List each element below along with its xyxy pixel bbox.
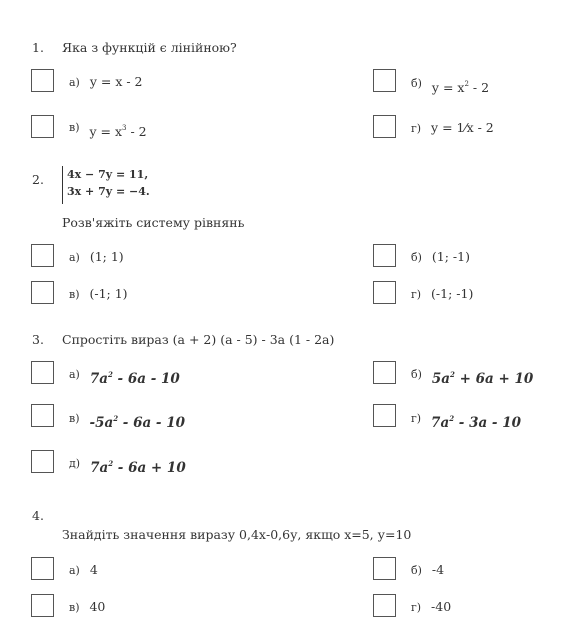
q2-option-a [69, 249, 124, 264]
q1-option-a-mark: а) [69, 76, 80, 89]
q1-option-c-exp: 3 [122, 124, 127, 132]
q4-option-c [69, 599, 105, 614]
q3-option-d-tail: - 3a - 10 [454, 415, 521, 431]
q3-option-e-exp: 2 [108, 459, 114, 468]
q1-option-b-mark: б) [411, 77, 422, 90]
q3-option-b-exp: 2 [450, 370, 455, 379]
q1-option-c [69, 121, 147, 139]
q3-option-c-base: -5a [89, 415, 114, 431]
q1-option-d-checkbox[interactable] [373, 115, 396, 138]
q1-option-c-checkbox[interactable] [31, 115, 54, 138]
question-4-number: 4. [32, 508, 44, 523]
question-1-text: Яка з функцій є лінійною? [62, 40, 237, 55]
q1-option-c-tail: - 2 [126, 124, 147, 139]
q3-option-a-tail: - 6a - 10 [112, 371, 180, 387]
q2-option-c [69, 286, 128, 301]
q3-option-b-tail: + 6a + 10 [454, 371, 534, 387]
equation-system [62, 166, 154, 204]
question-1-number: 1. [32, 40, 44, 55]
q2-option-d-text: (-1; -1) [431, 286, 474, 301]
q1-option-d-text: y = 1⁄x - 2 [431, 120, 494, 135]
q3-option-a-checkbox[interactable] [31, 361, 54, 384]
q3-option-c-exp: 2 [113, 414, 119, 423]
q1-option-b-base: y = x [431, 80, 465, 95]
q2-option-a-mark: а) [69, 251, 80, 264]
q4-option-a-checkbox[interactable] [31, 557, 54, 580]
q3-option-d-mark: г) [411, 412, 422, 425]
q3-option-b [411, 370, 533, 387]
q3-option-b-mark: б) [411, 368, 422, 381]
q3-option-c [69, 414, 185, 431]
q3-option-d-exp: 2 [449, 414, 455, 423]
q1-option-a-checkbox[interactable] [31, 69, 54, 92]
q4-option-b [411, 562, 444, 577]
q3-option-a-mark: а) [69, 368, 80, 381]
q2-option-c-checkbox[interactable] [31, 281, 54, 304]
q3-option-d-checkbox[interactable] [373, 404, 396, 427]
q1-option-b [411, 77, 490, 95]
q4-option-b-mark: б) [411, 564, 422, 577]
q1-option-b-exp: 2 [464, 80, 469, 88]
q1-option-d [411, 120, 494, 135]
q3-option-e [69, 459, 186, 476]
q2-option-a-text: (1; 1) [89, 249, 124, 264]
q2-option-a-checkbox[interactable] [31, 244, 54, 267]
q4-option-a-text: 4 [89, 562, 98, 577]
question-3-text: Спростіть вираз (а + 2) (а - 5) - 3а (1 - 2а) [62, 332, 335, 347]
q3-option-e-base: 7a [90, 460, 109, 476]
q1-option-a-text: y = x - 2 [89, 74, 143, 89]
q2-option-b-checkbox[interactable] [373, 244, 396, 267]
q2-option-c-text: (-1; 1) [89, 286, 128, 301]
q4-option-d-checkbox[interactable] [373, 594, 396, 617]
q1-option-b-tail: - 2 [468, 80, 490, 95]
q4-option-c-text: 40 [89, 599, 106, 614]
q4-option-d-text: -40 [431, 599, 452, 614]
q1-option-a [69, 74, 143, 89]
q3-option-b-base: 5a [431, 371, 451, 387]
q3-option-e-mark: д) [69, 457, 81, 470]
q4-option-b-text: -4 [431, 562, 445, 577]
q1-option-b-checkbox[interactable] [373, 69, 396, 92]
q3-option-c-checkbox[interactable] [31, 404, 54, 427]
question-3-number: 3. [32, 332, 44, 347]
question-2-text: Розв'яжіть систему рівнянь [62, 215, 245, 230]
q2-option-b-text: (1; -1) [431, 249, 470, 264]
q4-option-a-mark: а) [69, 564, 80, 577]
q2-option-d-checkbox[interactable] [373, 281, 396, 304]
q3-option-a-base: 7a [89, 371, 108, 387]
q1-option-c-mark: в) [69, 121, 80, 134]
q3-option-d [411, 414, 521, 431]
q2-option-d-mark: г) [411, 288, 422, 301]
question-4-text: Знайдіть значення виразу 0,4х-0,6у, якщо х=5, у=10 [62, 527, 412, 542]
q3-option-a [69, 370, 180, 387]
q3-option-d-base: 7a [431, 415, 450, 431]
q4-option-c-mark: в) [69, 601, 80, 614]
q3-option-c-tail: - 6a - 10 [118, 415, 186, 431]
q1-option-c-base: y = x [89, 124, 123, 139]
q4-option-a [69, 562, 98, 577]
q2-option-d [411, 286, 473, 301]
q3-option-a-exp: 2 [107, 370, 113, 379]
q2-option-b-mark: б) [411, 251, 422, 264]
q2-option-b [411, 249, 470, 264]
q1-option-d-mark: г) [411, 122, 422, 135]
equation-2: 3x + 7y = −4. [67, 185, 150, 198]
q3-option-b-checkbox[interactable] [373, 361, 396, 384]
q4-option-d-mark: г) [411, 601, 422, 614]
q3-option-e-tail: - 6a + 10 [113, 460, 186, 476]
question-2-number: 2. [32, 172, 44, 187]
q4-option-b-checkbox[interactable] [373, 557, 396, 580]
q2-option-c-mark: в) [69, 288, 80, 301]
q3-option-c-mark: в) [69, 412, 80, 425]
q3-option-e-checkbox[interactable] [31, 450, 54, 473]
equation-1: 4x − 7y = 11, [67, 168, 149, 181]
q4-option-d [411, 599, 451, 614]
q4-option-c-checkbox[interactable] [31, 594, 54, 617]
